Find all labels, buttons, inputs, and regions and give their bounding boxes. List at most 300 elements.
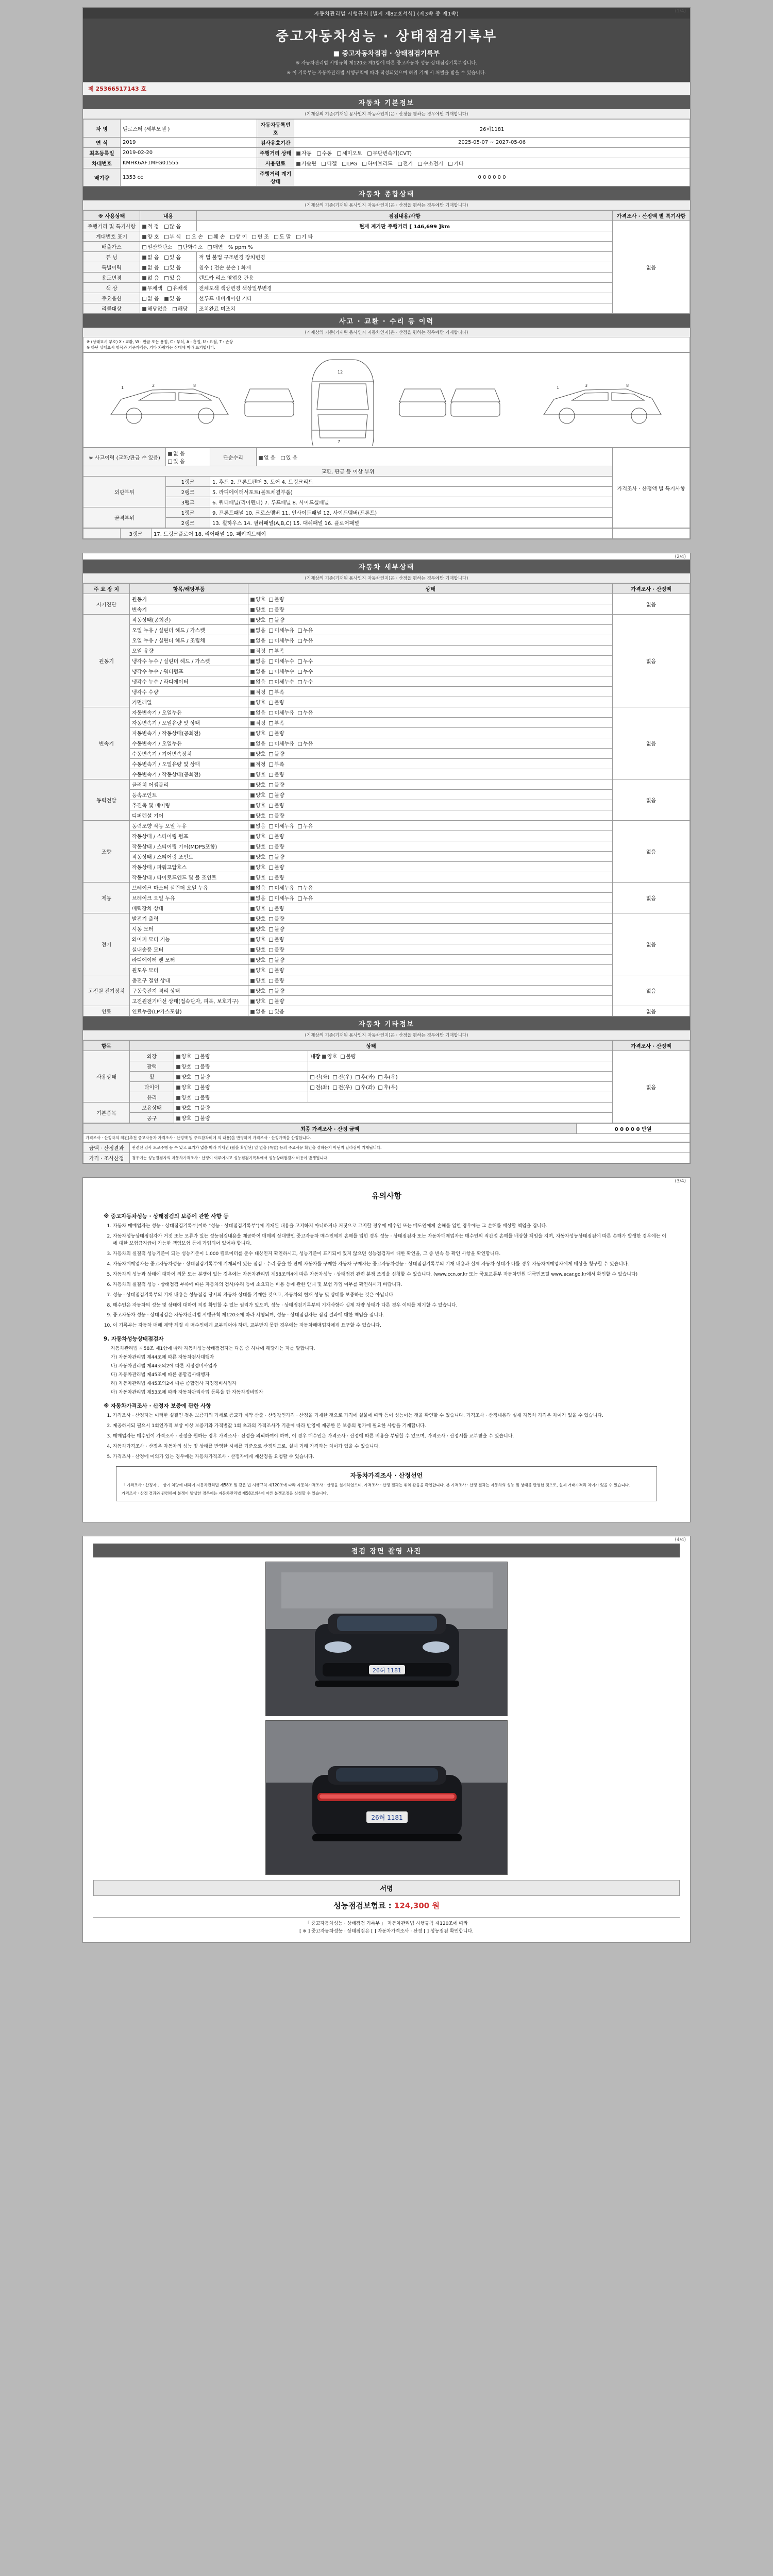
state-option[interactable] xyxy=(250,739,265,747)
state-option[interactable] xyxy=(269,626,294,634)
option-history-yes[interactable]: 있 음 xyxy=(164,263,181,271)
detail-group-name: 연료 xyxy=(83,1006,130,1016)
state-option[interactable] xyxy=(176,1093,191,1101)
option-color-achromatic[interactable]: 무채색 xyxy=(142,284,162,292)
table-row xyxy=(83,666,690,676)
table-row xyxy=(83,615,690,625)
detail-state-options[interactable] xyxy=(248,893,613,903)
state-option[interactable] xyxy=(250,976,265,984)
svg-text:8: 8 xyxy=(626,383,629,388)
fuel-option-hybrid[interactable]: 하이브리드 xyxy=(362,159,392,167)
other-sub-options[interactable] xyxy=(308,1082,613,1092)
state-option[interactable] xyxy=(269,966,284,974)
other-item-label: 휠 xyxy=(130,1072,174,1082)
state-option[interactable] xyxy=(378,1083,397,1091)
state-option[interactable] xyxy=(298,667,313,675)
state-option[interactable] xyxy=(298,884,313,891)
state-option-label: 전(우) xyxy=(338,1075,352,1080)
table-row xyxy=(83,656,690,666)
option-tuning-none[interactable]: 없 음 xyxy=(142,253,159,261)
detail-state-options[interactable] xyxy=(248,707,613,718)
other-item-options[interactable] xyxy=(174,1061,308,1072)
fuel-option-etc[interactable]: 기타 xyxy=(448,159,463,167)
notice-item: 7. 성능 · 상태점검기록부의 기재 내용은 성능점검 당시의 자동차 상태를 기재한 것으로, 자동차의 현재 성능 및 상태를 보증하는 것은 아닙니다. xyxy=(113,1292,669,1299)
state-option[interactable] xyxy=(269,739,294,747)
option-smoke[interactable]: 매연 xyxy=(208,243,223,250)
option-accident-yes[interactable]: 있 음 xyxy=(168,457,185,465)
state-option-label: 불량 xyxy=(200,1106,210,1111)
state-option[interactable] xyxy=(269,873,284,881)
state-option[interactable] xyxy=(269,894,294,902)
option-vin-dirty[interactable]: 오 손 xyxy=(186,232,203,240)
detail-state-options[interactable] xyxy=(248,615,613,625)
state-option[interactable] xyxy=(341,1052,356,1060)
other-sub-options[interactable]: 내장 양호 불량 xyxy=(308,1051,613,1061)
state-option[interactable] xyxy=(269,719,284,726)
table-row xyxy=(83,1103,690,1113)
detail-state-options[interactable] xyxy=(248,852,613,862)
state-option[interactable] xyxy=(269,595,284,603)
table-row xyxy=(83,448,690,466)
detail-state-options[interactable] xyxy=(248,975,613,986)
price-declaration-body: 「 가격조사 · 산정자 」 상기 차량에 대하여 자동차관리법 제58조 및 같은 법 시행규칙 제120조에 따라 자동차가격조사 · 산정을 실시하였으며, 가격조사 · 산정 결과는 위와 같음을 확인합니다. 본 가격조사 · 산정 결과는 자동차의 성능 및 상태를 반영한 것으로, 실제 거래가격과 차이가 있을 수 있습니다. xyxy=(122,1482,630,1487)
overall-col-3: 가격조사 · 산정액 별 특기사항 xyxy=(613,211,690,221)
state-option[interactable] xyxy=(250,966,265,974)
transmission-options[interactable] xyxy=(294,148,690,158)
state-option[interactable] xyxy=(269,1007,284,1015)
state-option[interactable] xyxy=(250,863,265,871)
state-option-label: 미세누유 xyxy=(274,886,294,891)
car-damage-diagram[interactable] xyxy=(83,352,690,448)
state-option[interactable] xyxy=(269,605,284,613)
state-option[interactable] xyxy=(269,760,284,768)
fuel-option-lpg[interactable]: LPG xyxy=(342,161,357,167)
checkbox-icon xyxy=(378,1075,382,1079)
detail-state-options[interactable] xyxy=(248,697,613,707)
state-option[interactable] xyxy=(269,750,284,757)
state-option[interactable] xyxy=(269,884,294,891)
overall-detail-4: 침수 ( 전손 분손 ) 화재 xyxy=(197,262,613,273)
checkbox-icon xyxy=(250,649,255,653)
detail-state-options[interactable] xyxy=(248,728,613,738)
state-option[interactable] xyxy=(269,987,284,994)
state-option[interactable] xyxy=(250,760,265,768)
checkbox-icon xyxy=(250,670,255,674)
state-option[interactable] xyxy=(250,914,265,922)
notice-item: 10. 이 기록부는 자동차 매매 계약 체결 시 매수인에게 교부되어야 하며, 교부받지 못한 경우에는 자동차매매업자에게 요구할 수 있습니다. xyxy=(113,1323,669,1330)
state-option-label: 없음 xyxy=(256,669,266,675)
state-option-label: 누수 xyxy=(303,659,313,665)
notice-sub-item: 라) 자동차관리법 제45조의2에 따른 종합검사 지정정비사업자 xyxy=(111,1381,237,1387)
overall-opts-0[interactable] xyxy=(140,221,197,231)
option-recall-yes[interactable]: 해당 xyxy=(173,304,188,312)
table-row xyxy=(83,303,690,314)
table-row xyxy=(83,955,690,965)
fuel-option-gasoline[interactable]: 가솔린 xyxy=(296,159,316,167)
option-co[interactable]: 일산화탄소 xyxy=(142,243,172,250)
option-vin-altered[interactable]: 변 조 xyxy=(252,232,269,240)
fuel-options[interactable] xyxy=(294,158,690,168)
checkbox-icon xyxy=(298,670,302,674)
detail-state-options[interactable] xyxy=(248,759,613,769)
option-option-yes[interactable]: 있 음 xyxy=(164,294,181,302)
detail-state-options[interactable] xyxy=(248,769,613,779)
detail-state-options[interactable] xyxy=(248,666,613,676)
state-option-label: 양호 xyxy=(181,1054,192,1060)
detail-state-options[interactable] xyxy=(248,635,613,646)
state-option[interactable] xyxy=(250,925,265,933)
state-option[interactable] xyxy=(250,636,265,644)
state-option[interactable] xyxy=(269,997,284,1005)
state-option[interactable] xyxy=(176,1083,191,1091)
overall-opts-6[interactable] xyxy=(140,283,197,293)
state-option[interactable] xyxy=(176,1104,191,1111)
state-option[interactable] xyxy=(269,616,284,623)
detail-state-options[interactable] xyxy=(248,790,613,800)
detail-state-options[interactable] xyxy=(248,821,613,831)
state-option[interactable] xyxy=(250,822,265,829)
state-option[interactable] xyxy=(269,822,294,829)
state-option[interactable] xyxy=(250,667,265,675)
detail-state-options[interactable] xyxy=(248,903,613,913)
state-option[interactable] xyxy=(269,904,284,912)
option-hc[interactable]: 탄화수소 xyxy=(178,243,203,250)
detail-state-options[interactable] xyxy=(248,944,613,955)
state-option[interactable] xyxy=(298,739,313,747)
state-option[interactable] xyxy=(250,935,265,943)
other-sub-options[interactable] xyxy=(308,1061,613,1072)
state-option-label: 불량 xyxy=(274,989,284,994)
state-option[interactable] xyxy=(250,904,265,912)
state-option[interactable] xyxy=(195,1093,210,1101)
basic-value-0b: 26허1181 xyxy=(294,120,690,138)
state-option[interactable] xyxy=(195,1052,210,1060)
state-option[interactable] xyxy=(298,894,313,902)
state-option[interactable] xyxy=(269,914,284,922)
state-option[interactable] xyxy=(269,667,294,675)
detail-state-options[interactable] xyxy=(248,738,613,749)
table-row xyxy=(83,996,690,1006)
checkbox-icon xyxy=(142,286,146,291)
state-option[interactable] xyxy=(250,873,265,881)
state-option[interactable] xyxy=(269,657,294,665)
state-option-label: 불량 xyxy=(346,1054,356,1060)
state-option[interactable] xyxy=(250,832,265,840)
detail-state-options[interactable] xyxy=(248,687,613,697)
option-simple-yes[interactable]: 있 음 xyxy=(281,453,298,461)
state-option[interactable] xyxy=(195,1062,210,1070)
frame-text-3: 9. 프론트패널 10. 크로스멤버 11. 인사이드패널 12. 사이드멤버(프론트) xyxy=(210,507,613,518)
other-base-options[interactable] xyxy=(174,1113,613,1123)
detail-state-options[interactable] xyxy=(248,986,613,996)
state-option[interactable] xyxy=(269,853,284,860)
state-option[interactable] xyxy=(269,925,284,933)
detail-state-options[interactable] xyxy=(248,625,613,635)
simple-repair-options[interactable] xyxy=(257,448,613,466)
option-vin-different[interactable]: 상 이 xyxy=(230,232,247,240)
table-row xyxy=(83,944,690,955)
state-option[interactable] xyxy=(333,1073,352,1080)
detail-state-options[interactable] xyxy=(248,1006,613,1016)
state-option[interactable] xyxy=(250,750,265,757)
state-option[interactable] xyxy=(250,781,265,788)
checkbox-icon xyxy=(298,629,302,633)
state-option[interactable] xyxy=(298,657,313,665)
fuel-option-h2[interactable]: 수소전기 xyxy=(418,159,443,167)
state-option[interactable] xyxy=(195,1104,210,1111)
state-option[interactable] xyxy=(298,636,313,644)
svg-text:2: 2 xyxy=(152,383,155,388)
state-option[interactable] xyxy=(269,832,284,840)
state-option[interactable] xyxy=(310,1073,329,1080)
checkbox-icon xyxy=(269,793,273,798)
state-option[interactable] xyxy=(250,853,265,860)
detail-state-options[interactable] xyxy=(248,831,613,841)
state-option[interactable] xyxy=(298,626,313,634)
detail-state-options[interactable] xyxy=(248,779,613,790)
state-option[interactable] xyxy=(250,884,265,891)
checkbox-icon xyxy=(250,680,255,684)
option-usechange-none[interactable]: 없 음 xyxy=(142,274,159,281)
option-accident-none[interactable]: 없 음 xyxy=(168,449,185,457)
fuel-option-diesel[interactable]: 디젤 xyxy=(322,159,337,167)
detail-state-options[interactable] xyxy=(248,934,613,944)
checkbox-icon xyxy=(298,824,302,828)
detail-part-name: 연료누출(LP가스포함) xyxy=(130,1006,248,1016)
detail-state-options[interactable] xyxy=(248,604,613,615)
checkbox-icon xyxy=(378,1086,382,1090)
notice-item: 5. 자동차의 성능과 상태에 대하여 의문 또는 분쟁이 있는 경우에는 자동차관리법 제58조의4에 따른 자동차성능 · 상태점검 관련 분쟁 조정을 신청할 수 있습니다. (www.ccn.or.kr 또는 국토교통부 자동차민원 대국민포털 www.ecar.go.kr에서 확인할 수 있습니다) xyxy=(113,1272,669,1279)
state-option[interactable] xyxy=(250,945,265,953)
option-usechange-yes[interactable]: 있 음 xyxy=(164,274,181,281)
state-option[interactable] xyxy=(356,1083,375,1091)
checkbox-icon xyxy=(195,1086,199,1090)
state-option[interactable] xyxy=(269,647,284,654)
option-recall-na[interactable]: 해당없음 xyxy=(142,304,167,312)
detail-state-options[interactable] xyxy=(248,883,613,893)
state-option[interactable] xyxy=(250,811,265,819)
state-option[interactable] xyxy=(250,791,265,799)
state-option[interactable] xyxy=(298,822,313,829)
checkbox-icon xyxy=(176,1065,180,1069)
overall-item-6: 색 상 xyxy=(83,283,140,293)
detail-group-name: 전기 xyxy=(83,913,130,975)
state-option-label: 누유 xyxy=(303,886,313,891)
state-option[interactable] xyxy=(322,1052,337,1060)
fuel-option-ev[interactable]: 전기 xyxy=(398,159,413,167)
overall-opts-2[interactable] xyxy=(140,242,613,252)
state-option[interactable] xyxy=(269,863,284,871)
basic-label-0b: 자동차등록번호 xyxy=(257,120,294,138)
detail-state-options[interactable] xyxy=(248,594,613,604)
state-option[interactable] xyxy=(176,1062,191,1070)
state-option[interactable] xyxy=(269,956,284,963)
section-overall-bar: 자동차 종합상태 xyxy=(83,187,690,200)
state-option[interactable] xyxy=(269,698,284,706)
state-option[interactable] xyxy=(176,1114,191,1122)
state-option[interactable] xyxy=(378,1073,397,1080)
state-option[interactable] xyxy=(269,770,284,778)
state-option[interactable] xyxy=(269,729,284,737)
simple-repair-label: 단순수리 xyxy=(210,448,257,466)
state-option[interactable] xyxy=(269,945,284,953)
detail-state-options[interactable] xyxy=(248,718,613,728)
state-option[interactable] xyxy=(269,781,284,788)
state-option[interactable] xyxy=(269,976,284,984)
option-history-none[interactable]: 없 음 xyxy=(142,263,159,271)
state-option[interactable] xyxy=(250,1007,265,1015)
notice-item: 3. 매매업자는 매수인이 가격조사 · 산정을 원하는 경우 가격조사 · 산정을 의뢰하여야 하며, 이 경우 매수인은 가격조사 · 산정에 따른 비용을 부담할 수 있으며, 가격조사 · 산정서를 교부받을 수 있습니다. xyxy=(113,1433,669,1440)
state-option[interactable] xyxy=(195,1073,210,1080)
state-option[interactable] xyxy=(333,1083,352,1091)
option-simple-none[interactable]: 없 음 xyxy=(259,453,276,461)
checkbox-icon xyxy=(164,235,169,239)
overall-opts-8[interactable] xyxy=(140,303,197,314)
state-option[interactable] xyxy=(250,688,265,696)
state-option[interactable] xyxy=(269,636,294,644)
state-option[interactable] xyxy=(250,616,265,623)
detail-state-options[interactable] xyxy=(248,996,613,1006)
state-option[interactable] xyxy=(356,1073,375,1080)
detail-part-name: 구동축전지 격리 상태 xyxy=(130,986,248,996)
state-option-label: 전(좌) xyxy=(315,1085,330,1091)
detail-part-name: 시동 모터 xyxy=(130,924,248,934)
detail-state-options[interactable] xyxy=(248,955,613,965)
state-option[interactable] xyxy=(269,688,284,696)
state-option[interactable] xyxy=(250,719,265,726)
state-option-label: 양호 xyxy=(256,927,266,933)
state-option[interactable] xyxy=(269,811,284,819)
transmission-option-manual[interactable]: 수동 xyxy=(317,149,332,157)
overall-opts-7[interactable] xyxy=(140,293,197,303)
accident-legend-1: ※ (상태표시 부호) X : 교환, W : 판금 또는 용접, C : 부식, A : 흠집, U : 요철, T : 손상 xyxy=(87,340,233,344)
state-option[interactable] xyxy=(250,677,265,685)
option-appropriate[interactable]: 적 정 xyxy=(142,222,159,230)
option-color-chromatic[interactable]: 유채색 xyxy=(167,284,188,292)
checkbox-icon xyxy=(298,886,302,890)
detail-part-name: 브레이크 오일 누유 xyxy=(130,893,248,903)
state-option[interactable] xyxy=(250,595,265,603)
state-option[interactable] xyxy=(250,801,265,809)
frame-text-0: 1. 후드 2. 프론트펜더 3. 도어 4. 트렁크리드 xyxy=(210,477,613,487)
state-option[interactable] xyxy=(310,1083,329,1091)
transmission-option-cvt[interactable]: 무단변속기(CVT) xyxy=(367,149,412,157)
page-1 xyxy=(82,7,691,539)
state-option[interactable] xyxy=(250,987,265,994)
detail-state-options[interactable] xyxy=(248,924,613,934)
state-option[interactable] xyxy=(176,1073,191,1080)
option-vin-damaged[interactable]: 훼 손 xyxy=(208,232,225,240)
detail-state-options[interactable] xyxy=(248,800,613,810)
overall-opts-1[interactable] xyxy=(140,231,613,242)
state-option[interactable] xyxy=(250,956,265,963)
state-option[interactable] xyxy=(250,657,265,665)
detail-state-options[interactable] xyxy=(248,810,613,821)
checkbox-icon xyxy=(142,235,146,239)
state-option[interactable] xyxy=(250,729,265,737)
state-option-label: 미세누유 xyxy=(274,896,294,902)
overall-opts-5[interactable] xyxy=(140,273,197,283)
option-vin-etc[interactable]: 기 타 xyxy=(296,232,313,240)
state-option[interactable] xyxy=(250,708,265,716)
option-tuning-yes[interactable]: 있 음 xyxy=(164,253,181,261)
detail-state-options[interactable] xyxy=(248,841,613,852)
option-vin-good[interactable]: 양 호 xyxy=(142,232,159,240)
detail-state-options[interactable] xyxy=(248,646,613,656)
state-option[interactable] xyxy=(250,997,265,1005)
detail-state-options[interactable] xyxy=(248,872,613,883)
state-option[interactable] xyxy=(250,842,265,850)
state-option[interactable] xyxy=(269,801,284,809)
state-option-label: 불량 xyxy=(274,834,284,840)
state-option[interactable] xyxy=(298,708,313,716)
state-option[interactable] xyxy=(250,647,265,654)
accident-history-options[interactable] xyxy=(166,448,210,466)
price-unit: 0 0 0 0 0 만원 xyxy=(577,1124,690,1134)
state-option[interactable] xyxy=(176,1052,191,1060)
other-base-options[interactable] xyxy=(174,1103,613,1113)
state-option-label: 없음 xyxy=(256,741,266,747)
state-option[interactable] xyxy=(250,698,265,706)
state-option[interactable] xyxy=(195,1114,210,1122)
overall-opts-4[interactable] xyxy=(140,262,197,273)
state-option[interactable] xyxy=(269,935,284,943)
page-tag-4: (4/4) xyxy=(675,1537,686,1543)
checkbox-icon xyxy=(250,690,255,694)
state-option-label: 양호 xyxy=(256,958,266,963)
other-item-options[interactable] xyxy=(174,1092,308,1103)
state-option[interactable] xyxy=(250,626,265,634)
notice-item: 2. 제공하시되 필요시 1회인가격 보상 이상 보증기와 가격별값 1회 초과의 가격조사가 기준에 따라 반영에 제공한 본 보증의 평가에 필요한 사항을 기재합니다. xyxy=(113,1423,669,1430)
transmission-option-semi[interactable]: 세미오토 xyxy=(337,149,362,157)
table-row xyxy=(83,168,690,187)
detail-state-options[interactable] xyxy=(248,749,613,759)
other-item-options[interactable] xyxy=(174,1082,308,1092)
detail-state-options[interactable] xyxy=(248,913,613,924)
option-option-none[interactable]: 없 음 xyxy=(142,294,159,302)
state-option[interactable] xyxy=(250,894,265,902)
transmission-option-auto[interactable]: 자동 xyxy=(296,149,311,157)
overall-opts-3[interactable] xyxy=(140,252,197,262)
basic-label-2b: 주행거리 상태 xyxy=(257,148,294,158)
other-sub-options[interactable] xyxy=(308,1072,613,1082)
state-option-label: 양호 xyxy=(256,803,266,809)
state-option-label: 불량 xyxy=(200,1116,210,1122)
state-option[interactable] xyxy=(298,677,313,685)
state-option[interactable] xyxy=(250,605,265,613)
option-vin-corroded[interactable]: 부 식 xyxy=(164,232,181,240)
detail-state-options[interactable] xyxy=(248,862,613,872)
table-row xyxy=(83,852,690,862)
detail-state-options[interactable] xyxy=(248,656,613,666)
state-option[interactable] xyxy=(269,677,294,685)
other-item-options[interactable] xyxy=(174,1072,308,1082)
other-item-options[interactable] xyxy=(174,1051,308,1061)
state-option[interactable] xyxy=(250,770,265,778)
table-row xyxy=(83,1072,690,1082)
detail-part-name: 실내송풍 모터 xyxy=(130,944,248,955)
state-option[interactable] xyxy=(269,842,284,850)
state-option[interactable] xyxy=(195,1083,210,1091)
option-vin-erased[interactable]: 도 말 xyxy=(274,232,291,240)
other-sub-options[interactable] xyxy=(308,1092,613,1103)
frame-text-4: 13. 휠하우스 14. 필러패널(A,B,C) 15. 대쉬패널 16. 플로어패널 xyxy=(210,518,613,528)
state-option[interactable] xyxy=(269,708,294,716)
detail-state-options[interactable] xyxy=(248,965,613,975)
option-many[interactable]: 많 음 xyxy=(164,222,181,230)
detail-state-options[interactable] xyxy=(248,676,613,687)
state-option[interactable] xyxy=(269,791,284,799)
